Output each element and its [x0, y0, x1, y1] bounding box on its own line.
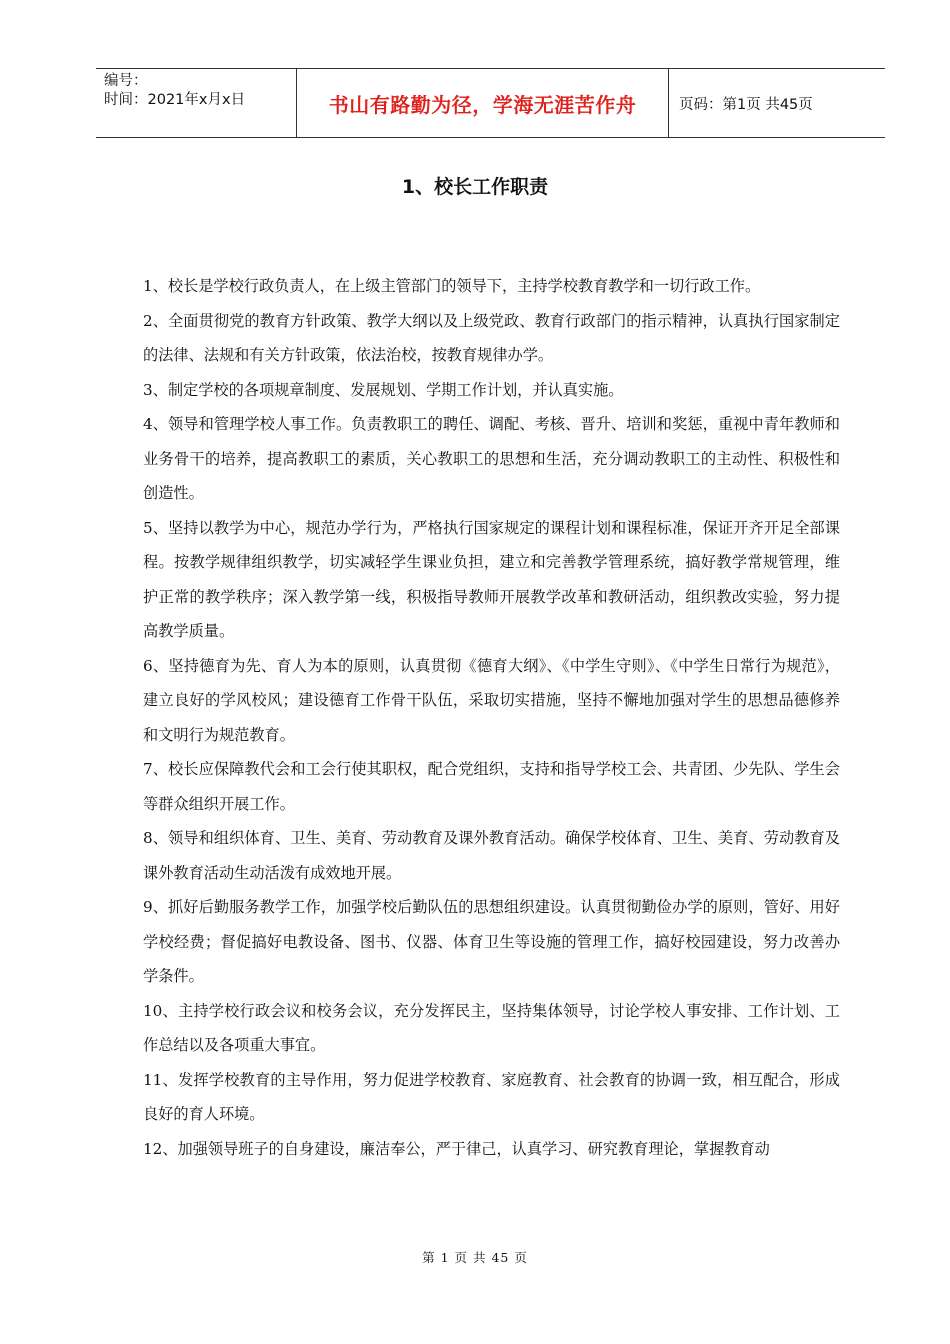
paragraph: 12、加强领导班子的自身建设，廉洁奉公，严于律己，认真学习、研究教育理论，掌握教育动 — [143, 1139, 770, 1158]
paragraph: 1、校长是学校行政负责人，在上级主管部门的领导下，主持学校教育教学和一切行政工作。 — [143, 277, 761, 295]
paragraph: 10、主持学校行政会议和校务会议，充分发挥民主，坚持集体领导，讨论学校人事安排、工作计划、工作总结以及各项重大事宜。 — [143, 1001, 840, 1054]
header-meta-cell — [96, 69, 297, 137]
paragraph: 11、发挥学校教育的主导作用，努力促进学校教育、家庭教育、社会教育的协调一致，相互配合，形成良好的育人环境。 — [143, 1070, 840, 1123]
paragraph: 2、全面贯彻党的教育方针政策、教学大纲以及上级党政、教育行政部门的指示精神，认真执行国家制定的法律、法规和有关方针政策，依法治校，按教育规律办学。 — [143, 311, 840, 364]
paragraph: 6、坚持德育为先、育人为本的原则，认真贯彻《德育大纲》、《中学生守则》、《中学生日常行为规范》，建立良好的学风校风；建设德育工作骨干队伍，采取切实措施，坚持不懈地加强对学生的思想品德修养和文明行为规范教育。 — [143, 656, 840, 744]
paragraph: 8、领导和组织体育、卫生、美育、劳动教育及课外教育活动。确保学校体育、卫生、美育、劳动教育及课外教育活动生动活泼有成效地开展。 — [143, 829, 840, 882]
document-body — [143, 269, 840, 1166]
header-page-info: 页码：第1页 共45页 — [679, 96, 813, 113]
paragraph: 3、制定学校的各项规章制度、发展规划、学期工作计划，并认真实施。 — [143, 380, 624, 399]
paragraph: 9、抓好后勤服务教学工作，加强学校后勤队伍的思想组织建设。认真贯彻勤俭办学的原则，管好、用好学校经费；督促搞好电教设备、图书、仪器、体育卫生等设施的管理工作，搞好校园建设，努力改善办学条件。 — [143, 898, 840, 985]
header-motto: 书山有路勤为径，学海无涯苦作舟 — [297, 69, 669, 137]
document-number-label: 编号： — [104, 73, 148, 89]
paragraph: 4、领导和管理学校人事工作。负责教职工的聘任、调配、考核、晋升、培训和奖惩，重视中青年教师和业务骨干的培养，提高教职工的素质，关心教职工的思想和生活，充分调动教职工的主动性、积极性和创造性。 — [143, 415, 840, 502]
page-footer: 第 1 页 共 45 页 — [422, 1250, 528, 1265]
document-header — [96, 68, 885, 138]
document-time-label: 时间：2021年x月x日 — [104, 92, 246, 108]
document-title: 1、校长工作职责 — [401, 176, 549, 198]
paragraph: 7、校长应保障教代会和工会行使其职权，配合党组织，支持和指导学校工会、共青团、少先队、学生会等群众组织开展工作。 — [143, 760, 840, 813]
paragraph: 5、坚持以教学为中心，规范办学行为，严格执行国家规定的课程计划和课程标准，保证开齐开足全部课程。按教学规律组织教学，切实减轻学生课业负担，建立和完善教学管理系统，搞好教学常规管理，维护正常的教学秩序；深入教学第一线，积极指导教师开展教学改革和教研活动，组织教改实验，努力提高教学质量。 — [143, 518, 840, 640]
